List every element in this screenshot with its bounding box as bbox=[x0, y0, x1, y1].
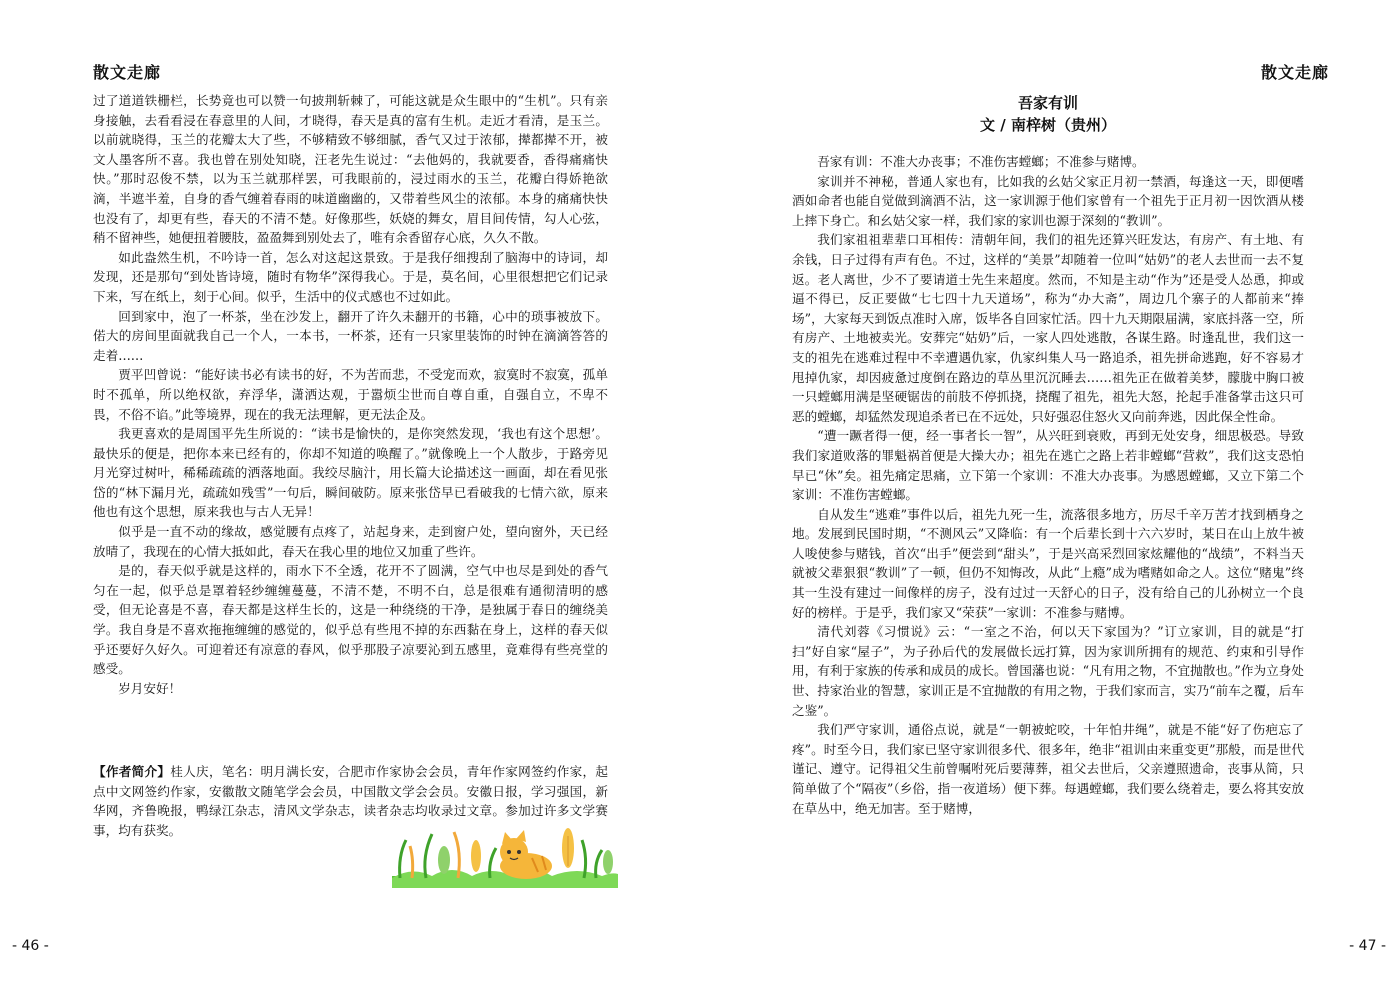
paragraph: 我们严守家训，通俗点说，就是“一朝被蛇咬，十年怕井绳”，就是不能“好了伤疤忘了疼”。时至今日，我们家已坚守家训很多代、很多年，绝非“祖训由来重变更”那般，而是世代谨记、遵守。记得祖父生前曾嘱咐死后要薄葬，祖父去世后，父亲遵照遗命，丧事从简，只简单做了个“隔夜”（乡俗，指一夜道场）便下葬。每遇螳螂，我们要么绕着走，要么将其安放在草丛中，绝无加害。至于赌博， bbox=[792, 722, 1304, 816]
paragraph: 吾家有训：不准大办丧事；不准伤害螳螂；不准参与赌博。 bbox=[817, 154, 1145, 169]
paragraph: 岁月安好！ bbox=[118, 680, 182, 696]
paragraph: 清代刘蓉《习惯说》云：“一室之不治，何以天下家国为？”订立家训，目的就是“打扫”好自家“屋子”，为子孙后代的发展做长远打算，因为家训所拥有的规范、约束和引导作用，有利于家族的传承和成员的成长。曾国藩也说：“凡有用之物，不宜抛散也。”作为立身处世、持家治业的智慧，家训正是不宜抛散的有用之物，于我们家而言，实乃“前车之覆，后车之鉴”。 bbox=[792, 624, 1304, 718]
grass-cat-illustration bbox=[392, 826, 618, 888]
right-page bbox=[699, 0, 1398, 982]
paragraph: 过了道道铁栅栏，长势竟也可以赞一句披荆斩棘了，可能这就是众生眼中的“生机”。只有亲身接触，去看看浸在春意里的人间，才晓得，春天是真的富有生机。走近才看清，是玉兰。以前就晓得，玉兰的花瓣太大了些，不够精致不够细腻，香气又过于浓郁，撵都撵不开，被文人墨客所不喜。我也曾在别处知晓，汪老先生说过：“去他妈的，我就要香，香得痛痛快快。”那时忍俊不禁，以为玉兰就那样罢，可我眼前的，浸过雨水的玉兰，花瓣白得娇艳欲滴，半遮半羞，自身的香气缠着春雨的味道幽幽的，又带着些风尘的浓郁。本身的痛痛快快也没有了，却更有些，春天的不清不楚。好像那些，妖娆的舞女，眉目间传情，勾人心弦，稍不留神些，她便扭着腰肢，盈盈舞到别处去了，唯有余香留存心底，久久不散。 bbox=[93, 93, 608, 246]
paragraph: 似乎是一直不动的缘故，感觉腰有点疼了，站起身来，走到窗户处，望向窗外，天已经放晴了，我现在的心情大抵如此，春天在我心里的地位又加重了些许。 bbox=[93, 524, 608, 559]
paragraph: “遭一蹶者得一便，经一事者长一智”，从兴旺到衰败，再到无处安身，细思极恐。导致我们家道败落的罪魁祸首便是大操大办；祖先在逃亡之路上若非螳螂“营救”，我们这支恐怕早已“休”矣。祖先痛定思痛，立下第一个家训：不准大办丧事。为感恩螳螂，又立下第二个家训：不准伤害螳螂。 bbox=[792, 428, 1304, 503]
essay-body bbox=[93, 91, 608, 698]
bio-text: 桂人庆，笔名：明月满长安，合肥市作家协会会员，青年作家网签约作家，起点中文网签约作家，安徽散文随笔学会会员，中国散文学会会员。安徽日报，学习强国，新华网，齐鲁晚报，鸭绿江杂志，清风文学杂志，读者杂志均收录过文章。参加过许多文学赛事，均有获奖。 bbox=[93, 764, 609, 838]
paragraph: 家训并不神秘，普通人家也有，比如我的幺姑父家正月初一禁酒，每逢这一天，即便嗜酒如命者也能自觉做到滴酒不沾，这一家训源于他们家曾有一个祖先于正月初一因饮酒从楼上摔下身亡。和幺姑父家一样，我们家的家训也源于深刻的“教训”。 bbox=[792, 173, 1304, 228]
page-number: - 46 - bbox=[12, 938, 49, 954]
paragraph: 我更喜欢的是周国平先生所说的：“读书是愉快的，是你突然发现，‘我也有这个思想’。最快乐的便是，把你本来已经有的，你却不知道的唤醒了。”就像晚上一个人散步，于路旁见月光穿过树叶，稀稀疏疏的洒落地面。我绞尽脑汁，用长篇大论描述这一画面，却在看见张岱的“林下漏月光，疏疏如残雪”一句后，瞬间破防。原来张岱早已看破我的七情六欲，原来他也有这个思想，原来我也与古人无异！ bbox=[93, 426, 608, 520]
paragraph: 如此盎然生机，不吟诗一首，怎么对这起这景致。于是我仔细搜刮了脑海中的诗词，却发现，还是那句“到处皆诗境，随时有物华”深得我心。于是，莫名间，心里很想把它们记录下来，写在纸上，刻于心间。似乎，生活中的仪式感也不过如此。 bbox=[93, 249, 608, 304]
article-heading bbox=[792, 92, 1304, 136]
article-body bbox=[792, 152, 1304, 818]
bio-label: 【作者简介】 bbox=[93, 764, 171, 779]
paragraph: 贾平凹曾说：“能好读书必有读书的好，不为苦而悲，不受宠而欢，寂寞时不寂寞，孤单时不孤单，所以绝权欲，弃浮华，潇洒达观，于嚣烦尘世而自尊自重，自强自立，不卑不畏，不俗不谄。”此等境界，现在的我无法理解，更无法企及。 bbox=[93, 367, 608, 422]
paragraph: 自从发生“逃难”事件以后，祖先九死一生，流落很多地方，历尽千辛万苦才找到栖身之地。发展到民国时期，“不测风云”又降临：有一个后辈长到十六六岁时，某日在山上放牛被人唆使参与赌钱，首次“出手”便尝到“甜头”，于是兴高采烈回家炫耀他的“战绩”，不料当天就被父辈狠狠“教训”了一顿，但仍不知悔改，从此“上瘾”成为嗜赌如命之人。这位“赌鬼”终其一生没有建过一间像样的房子，没有过过一天舒心的日子，没有给自己的儿孙树立一个良好的榜样。于是乎，我们家又“荣获”一家训：不准参与赌博。 bbox=[792, 506, 1304, 620]
paragraph: 我们家祖祖辈辈口耳相传：清朝年间，我们的祖先还算兴旺发达，有房产、有土地、有余钱，日子过得有声有色。不过，这样的“美景”却随着一位叫“姑奶”的老人去世而一去不复返。老人离世，少不了要请道士先生来超度。然而，不知是主动“作为”还是受人怂恿，抑或逼不得已，反正要做“七七四十九天道场”，称为“办大斋”，周边几个寨子的人都前来“捧场”，大家每天到饭点准时入席，饭毕各自回家忙活。四十九天期限届满，家底抖落一空，所有房产、土地被卖光。安葬完“姑奶”后，一家人四处逃散，各谋生路。时逢乱世，我们这一支的祖先在逃难过程中不幸遭遇仇家，仇家纠集人马一路追杀，祖先拼命逃跑，好不容易才甩掉仇家，却因疲惫过度倒在路边的草丛里沉沉睡去……祖先正在做着美梦，朦胧中胸口被一只螳螂用满是坚硬锯齿的前肢不停抓挠，挠醒了祖先，祖先大怒，抡起手准备掌击这只可恶的螳螂，却猛然发现追杀者已在不远处，只好强忍住怒火又向前奔逃，因此保全性命。 bbox=[792, 232, 1304, 424]
section-label: 散文走廊 bbox=[1260, 63, 1329, 82]
paragraph: 回到家中，泡了一杯茶，坐在沙发上，翻开了许久未翻开的书籍，心中的琐事被放下。偌大的房间里面就我自己一个人，一本书，一杯茶，还有一只家里装饰的时钟在滴滴答答的走着…… bbox=[93, 308, 608, 363]
article-author: 文 / 南梓树（贵州） bbox=[980, 116, 1116, 134]
article-title: 吾家有训 bbox=[1017, 94, 1078, 112]
section-label: 散文走廊 bbox=[93, 63, 162, 82]
paragraph: 是的，春天似乎就是这样的，雨水下不全透，花开不了圆满，空气中也尽是到处的香气匀在一起，似乎总是罩着轻纱缠缠蔓蔓，不清不楚，不明不白，总是很难有通彻清明的感受，但无论喜是不喜，春天都是这样生长的，这是一种绕绕的干净，是独属于春日的缠绕美学。我自身是不喜欢拖拖缠缠的感觉的，似乎总有些甩不掉的东西黏在身上，这样的春天似乎还要好久好久。可迎着还有凉意的春风，似乎那股子凉要沁到五感里，竟难得有些亮堂的感受。 bbox=[93, 563, 608, 677]
page-number: - 47 - bbox=[1349, 938, 1386, 954]
